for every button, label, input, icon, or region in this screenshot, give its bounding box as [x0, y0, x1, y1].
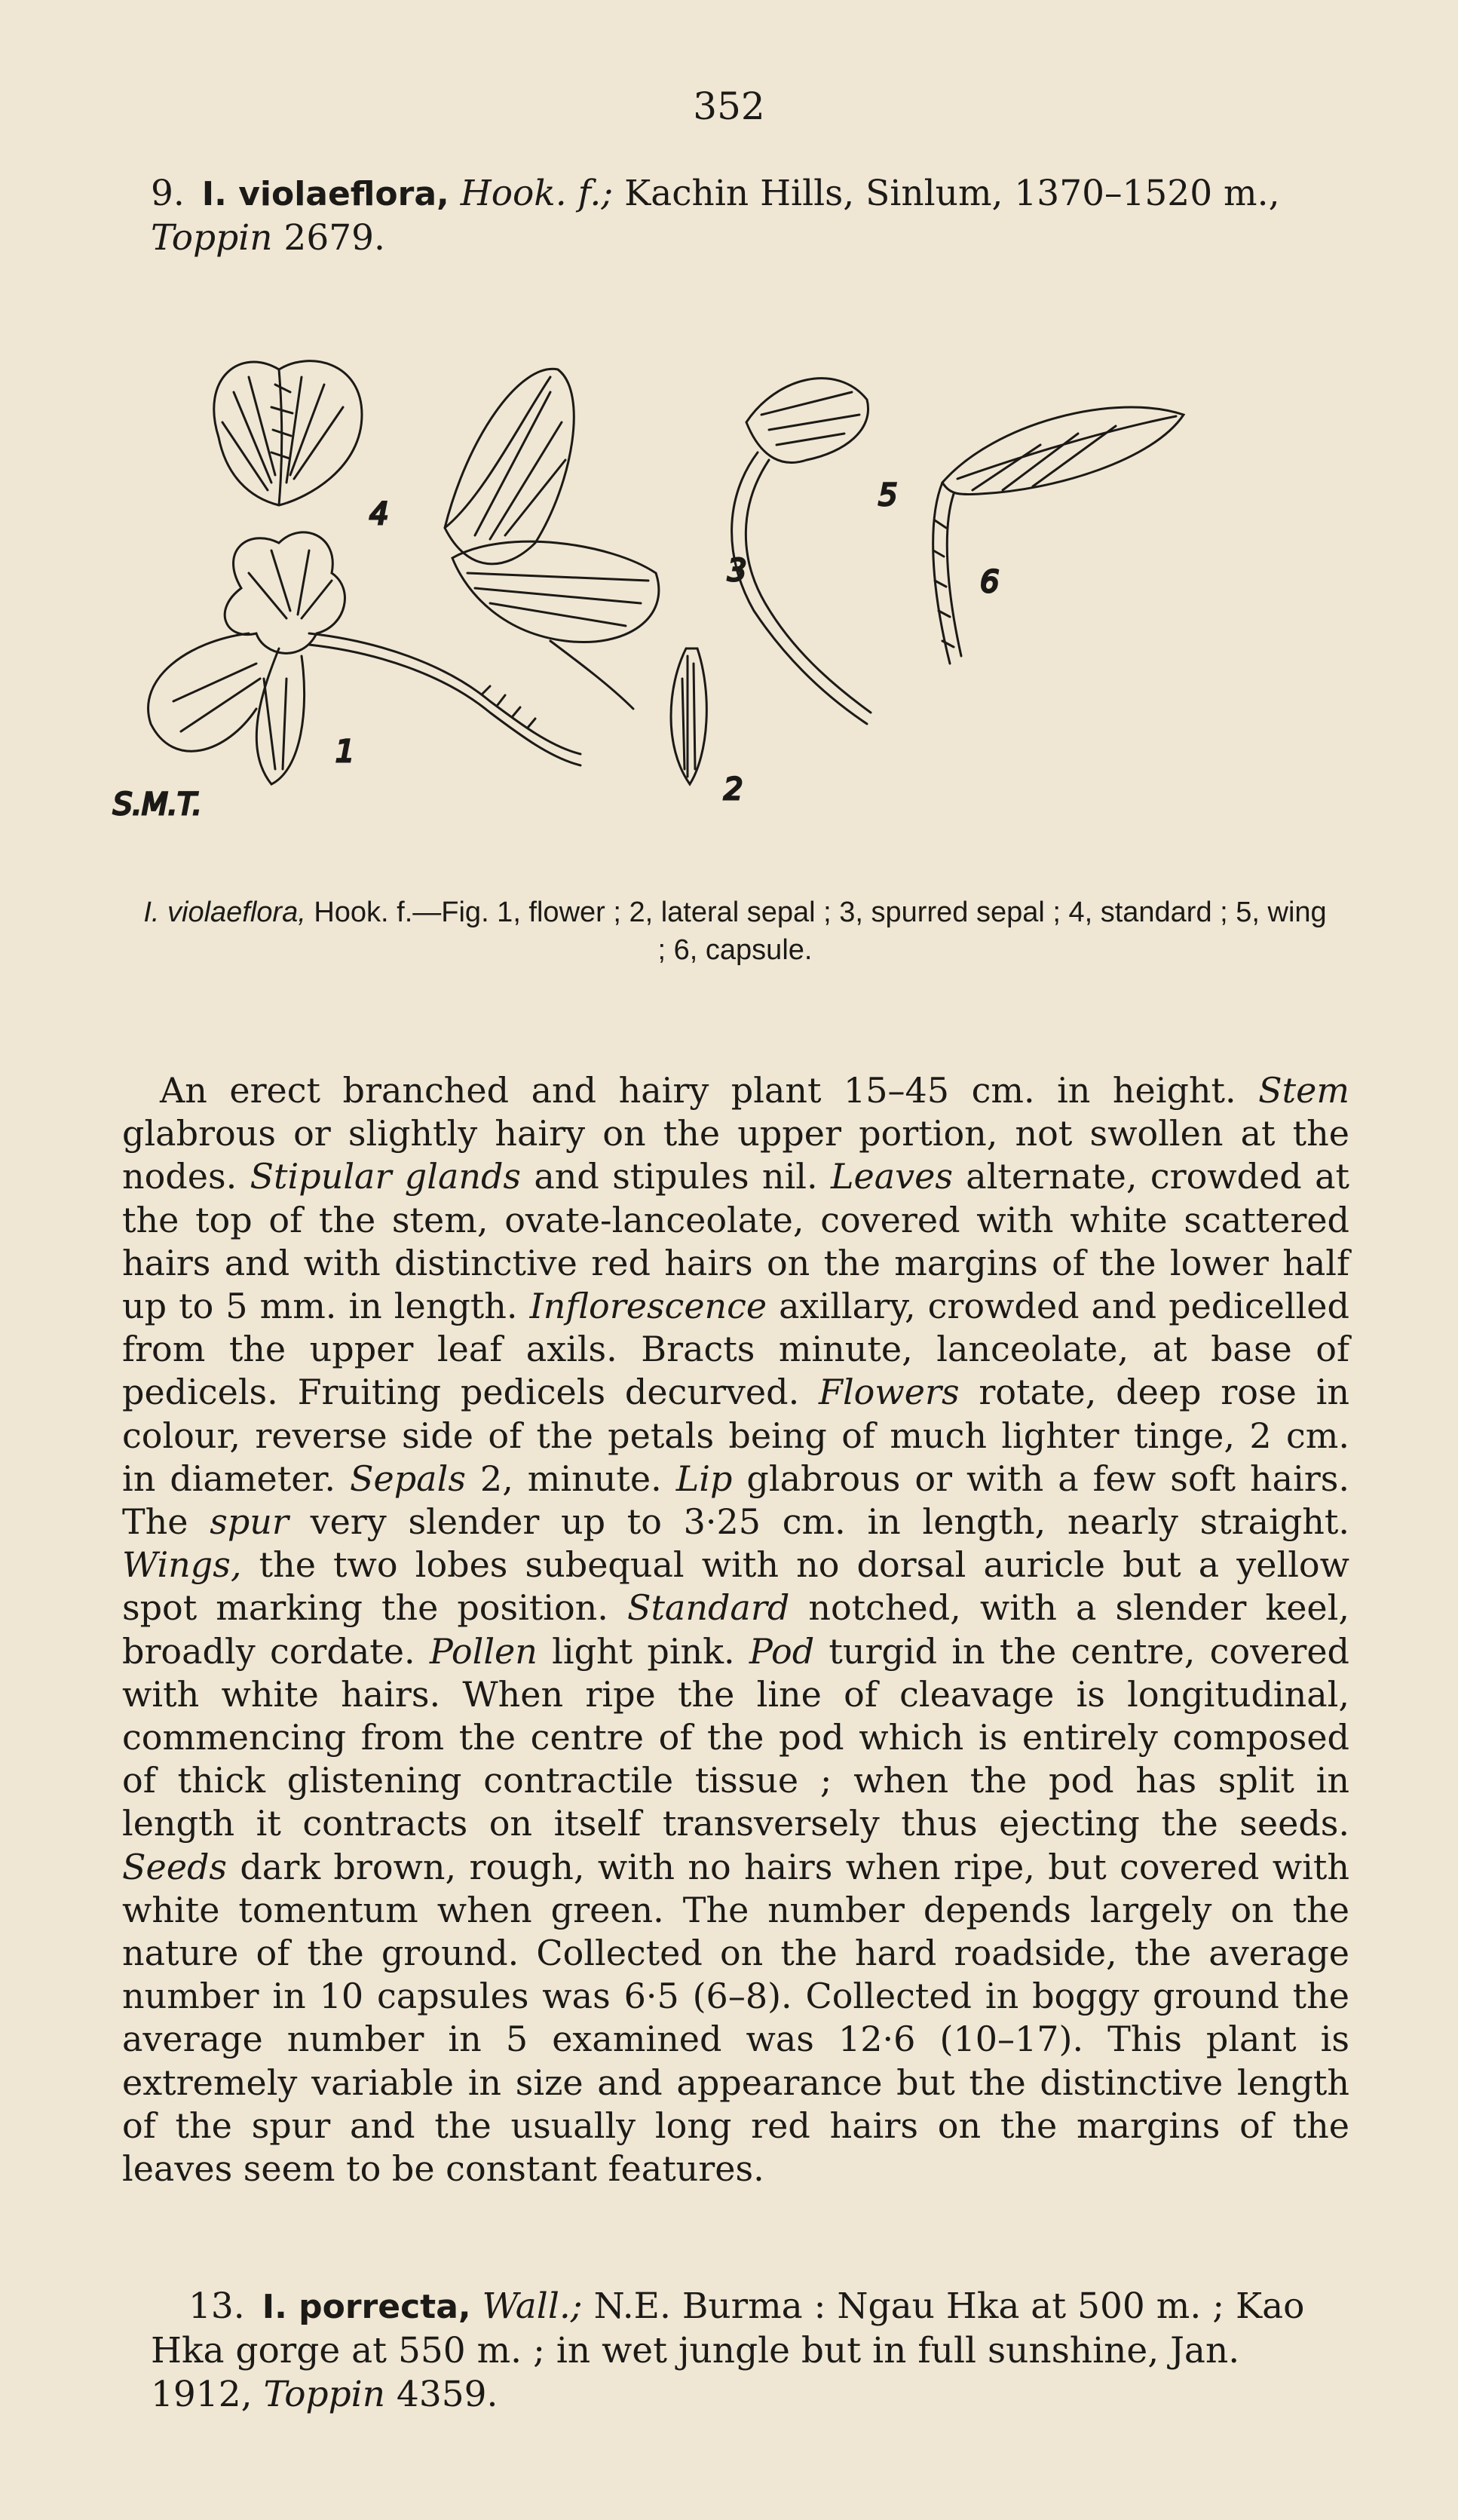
- caption-text: Hook. f.—Fig. 1, flower ; 2, lateral sepal ; 3, spurred sepal ; 4, standard ; 5, wing ; 6, capsule.: [305, 897, 1327, 966]
- collector: Toppin: [263, 2374, 385, 2415]
- description-text: 2, minute.: [465, 1458, 676, 1499]
- standard-drawing: [214, 361, 362, 505]
- description-term: Lip: [675, 1458, 733, 1499]
- page-number: 352: [693, 84, 765, 128]
- description-term: Sepals: [350, 1458, 466, 1499]
- collection-number: 2679.: [272, 217, 385, 259]
- description-text: light pink.: [537, 1630, 749, 1672]
- description-term: spur: [210, 1501, 289, 1543]
- locality: Kachin Hills, Sinlum, 1370–1520 m.,: [613, 173, 1280, 214]
- description-text: and stipules nil.: [521, 1156, 831, 1197]
- description-text: the two lobes subequal with no dorsal auricle but a yellow spot marking the position.: [122, 1544, 1349, 1629]
- capsule-drawing: [933, 407, 1184, 664]
- description-text: glabrous or slightly hairy on the upper portion, not swollen at the nodes.: [122, 1113, 1349, 1197]
- collector: Toppin: [151, 217, 273, 259]
- description-text: rotate, deep rose in colour, reverse side of the petals being of much lighter tinge, 2 cm. in diameter.: [122, 1372, 1349, 1499]
- illustration-drawing: [113, 347, 1342, 860]
- figure-caption: [136, 894, 1334, 969]
- lateral-sepal-drawing: [671, 648, 706, 784]
- locality-text: N.E. Burma : Ngau Hka at 500 m. ; Kao Hka gorge at 550 m. ; in wet jungle but in full sunshine, Jan. 1912,: [151, 2285, 1305, 2415]
- description-term: Inflorescence: [529, 1286, 767, 1327]
- figure-label-2: 2: [724, 772, 743, 807]
- author: Hook. f.;: [460, 173, 614, 214]
- description-term: Seeds: [122, 1846, 228, 1887]
- description-text: turgid in the centre, covered with white hairs. When ripe the line of cleavage is longitudinal, commencing from the centre of the pod which is entirely composed of thick glistening contractile tissue ; when the pod has split in length it contracts on itself transversely thus ejecting the seeds.: [122, 1630, 1349, 1844]
- figure-label-5: 5: [878, 478, 898, 513]
- author: Wall.;: [482, 2285, 583, 2327]
- description-text: dark brown, rough, with no hairs when ripe, but covered with white tomentum when green. The number depends largely on the nature of the ground. Collected on the hard roadside, the average number in 10 capsules was 6·5 (6–8). Collected in boggy ground the average number in 5 examined was 12·6 (10–17). This plant is extremely variable in size and appearance but the distinctive length of the spur and the usually long red hairs on the margins of the leaves seem to be constant features.: [122, 1846, 1349, 2190]
- description-text: notched, with a slender keel, broadly cordate.: [122, 1587, 1349, 1672]
- description-text: alternate, crowded at the top of the stem, ovate-lanceolate, covered with white scattered hairs and with distinctive red hairs on the margins of the lower half up to 5 mm. in length.: [122, 1156, 1349, 1327]
- artist-signature: S.M.T.: [113, 787, 202, 822]
- caption-species: I. violaeflora,: [143, 897, 306, 928]
- species-entry-violaeflora: [151, 172, 1349, 260]
- entry-number: 13.: [188, 2285, 245, 2327]
- description-term: Pod: [749, 1630, 815, 1672]
- entry-number: 9.: [151, 173, 185, 214]
- figure-label-3: 3: [727, 553, 747, 588]
- description-term: Stem: [1258, 1070, 1349, 1111]
- wing-drawing: [445, 369, 659, 709]
- collection-number: 4359.: [384, 2374, 498, 2415]
- figure-label-1: 1: [335, 734, 355, 769]
- species-description: [122, 1069, 1349, 2190]
- species-name: I. violaeflora,: [201, 175, 449, 213]
- species-entry-porrecta: [151, 2285, 1349, 2417]
- description-term: Flowers: [819, 1372, 960, 1413]
- description-term: Standard: [626, 1587, 790, 1629]
- figure-label-4: 4: [369, 497, 389, 532]
- description-text: An erect branched and hairy plant 15–45 cm. in height.: [160, 1070, 1259, 1111]
- spurred-sepal-drawing: [732, 379, 871, 724]
- description-term: Pollen: [429, 1630, 538, 1672]
- description-term: Wings,: [122, 1544, 242, 1586]
- description-text: axillary, crowded and pedicelled from the upper leaf axils. Bracts minute, lanceolate, at base of pedicels. Fruiting pedicels decurved.: [122, 1286, 1349, 1413]
- species-name: I. porrecta,: [262, 2288, 471, 2326]
- description-text: very slender up to 3·25 cm. in length, nearly straight.: [288, 1501, 1349, 1543]
- figure-label-6: 6: [980, 565, 1000, 599]
- description-text: glabrous or with a few soft hairs. The: [122, 1458, 1349, 1543]
- flower-drawing: [149, 532, 580, 784]
- description-term: Leaves: [830, 1156, 953, 1197]
- botanical-illustration: [113, 347, 1342, 860]
- description-term: Stipular glands: [250, 1156, 522, 1197]
